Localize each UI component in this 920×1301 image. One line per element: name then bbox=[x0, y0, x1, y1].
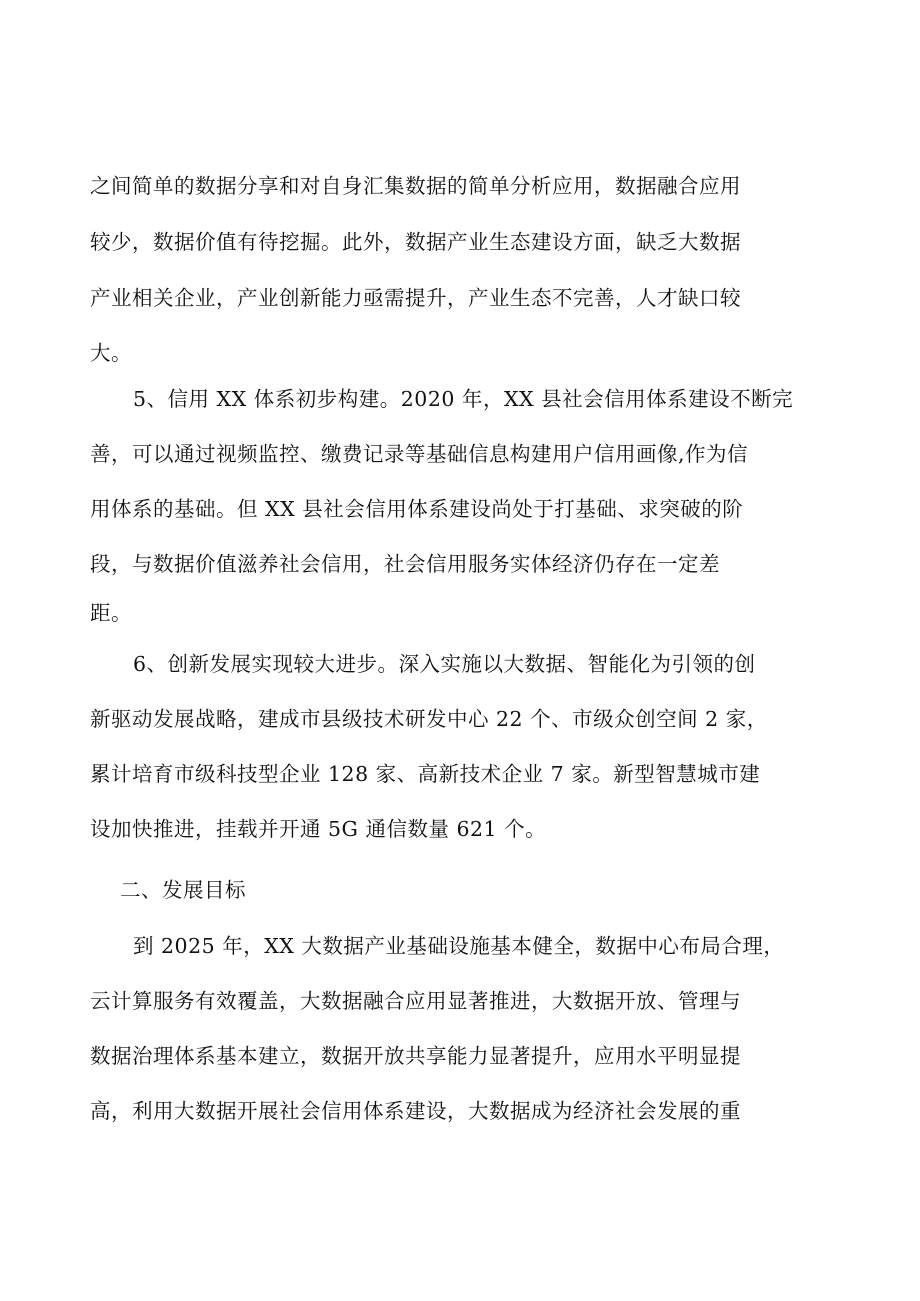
paragraph-4-line-1: 到 2025 年，XX 大数据产业基础设施基本健全，数据中心布局合理， bbox=[133, 934, 785, 958]
paragraph-2-line-4: 段，与数据价值滋养社会信用，社会信用服务实体经济仍存在一定差 bbox=[90, 552, 720, 576]
section-heading: 二、发展目标 bbox=[120, 878, 246, 902]
paragraph-1-line-4: 大。 bbox=[90, 341, 132, 365]
paragraph-1-line-2: 较少，数据价值有待挖掘。此外，数据产业生态建设方面，缺乏大数据 bbox=[90, 230, 741, 254]
paragraph-2-line-2: 善，可以通过视频监控、缴费记录等基础信息构建用户信用画像,作为信 bbox=[90, 442, 749, 466]
paragraph-2-line-1: 5、信用 XX 体系初步构建。2020 年，XX 县社会信用体系建设不断完 bbox=[133, 387, 794, 411]
paragraph-2-line-5: 距。 bbox=[90, 601, 132, 625]
paragraph-3-line-2: 新驱动发展战略，建成市县级技术研发中心 22 个、市级众创空间 2 家， bbox=[90, 707, 768, 731]
paragraph-4-line-4: 高，利用大数据开展社会信用体系建设，大数据成为经济社会发展的重 bbox=[90, 1099, 741, 1123]
paragraph-1-line-1: 之间简单的数据分享和对自身汇集数据的简单分析应用，数据融合应用 bbox=[90, 174, 741, 198]
paragraph-4-line-2: 云计算服务有效覆盖，大数据融合应用显著推进，大数据开放、管理与 bbox=[90, 989, 741, 1013]
paragraph-2-line-3: 用体系的基础。但 XX 县社会信用体系建设尚处于打基础、求突破的阶 bbox=[90, 497, 744, 521]
paragraph-1-line-3: 产业相关企业，产业创新能力亟需提升，产业生态不完善，人才缺口较 bbox=[90, 286, 741, 310]
paragraph-3-line-1: 6、创新发展实现较大进步。深入实施以大数据、智能化为引领的创 bbox=[133, 652, 756, 676]
paragraph-4-line-3: 数据治理体系基本建立，数据开放共享能力显著提升，应用水平明显提 bbox=[90, 1044, 741, 1068]
paragraph-3-line-4: 设加快推进，挂载并开通 5G 通信数量 621 个。 bbox=[90, 817, 547, 841]
paragraph-3-line-3: 累计培育市级科技型企业 128 家、高新技术企业 7 家。新型智慧城市建 bbox=[90, 762, 761, 786]
